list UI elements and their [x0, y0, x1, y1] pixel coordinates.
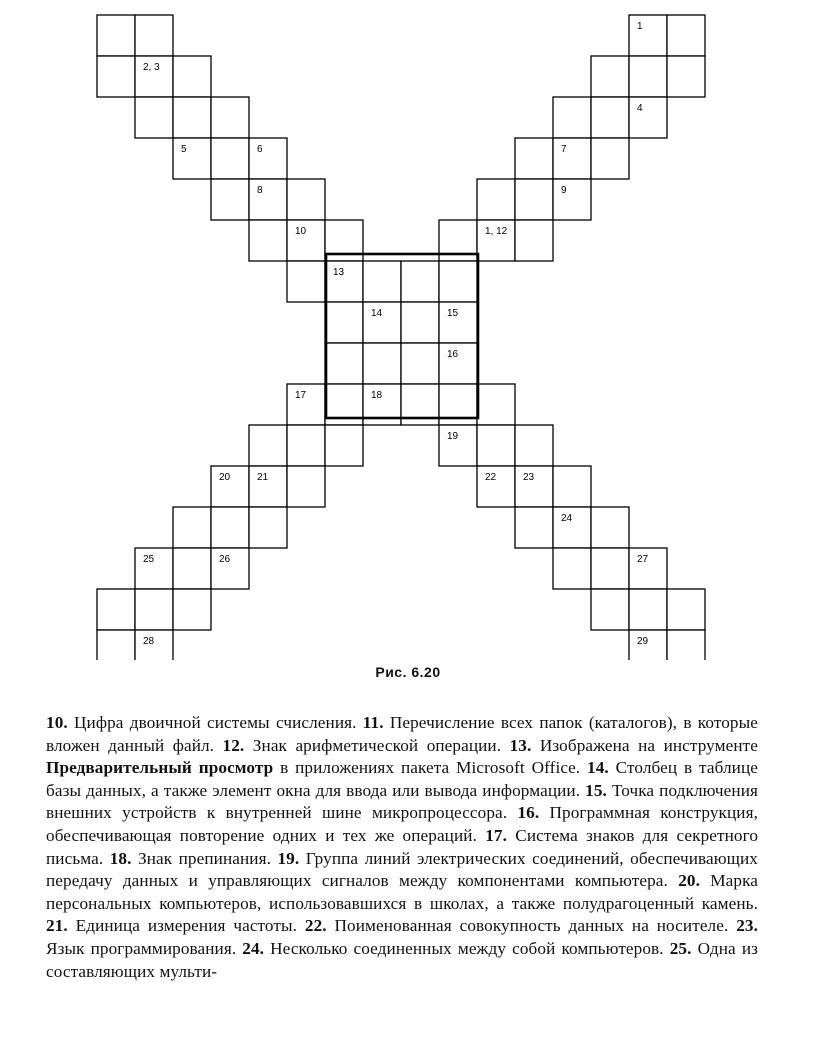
cell-number: 27 [637, 554, 649, 565]
figure-caption: Рис. 6.20 [375, 664, 441, 680]
grid-cell[interactable] [401, 302, 439, 343]
grid-cell[interactable] [363, 261, 401, 302]
cell-number: 13 [333, 267, 345, 278]
clue-text: Цифра двоичной системы счисления. [67, 713, 363, 732]
clue-number: 25. [669, 938, 692, 958]
grid-cell[interactable] [591, 507, 629, 548]
grid-cell[interactable] [401, 261, 439, 302]
cell-number: 26 [219, 554, 231, 565]
cell-number: 28 [143, 636, 155, 647]
cell-number: 19 [447, 431, 459, 442]
grid-cell[interactable] [287, 466, 325, 507]
clue-text-continued: в приложениях пакета Microsoft Office. [273, 758, 588, 778]
grid-cell[interactable] [97, 589, 135, 630]
grid-cell[interactable] [363, 343, 401, 384]
clue-text: Столбец в таблице базы данных, а также элемент окна для ввода или вывода информации. [46, 758, 758, 800]
cell-number: 9 [561, 185, 567, 196]
clue-number: 23. [736, 916, 758, 936]
grid-cell[interactable] [667, 56, 705, 97]
cell-number: 24 [561, 513, 573, 524]
grid-cell[interactable] [173, 589, 211, 630]
clue-text: Единица измерения частоты. [67, 916, 305, 936]
cell-number: 16 [447, 349, 459, 360]
grid-cell[interactable] [173, 97, 211, 138]
clue-text: Изображена на инструменте [531, 735, 758, 755]
grid-cell[interactable] [515, 138, 553, 179]
cell-number: 1, 12 [485, 226, 508, 237]
grid-cell[interactable] [629, 97, 667, 138]
grid-cell[interactable] [477, 179, 515, 220]
cell-number: 4 [637, 103, 643, 114]
grid-cell[interactable] [249, 507, 287, 548]
clue-bold-term: Предварительный просмотр [46, 758, 274, 778]
cell-number: 25 [143, 554, 155, 565]
grid-cell[interactable] [667, 15, 705, 56]
clue-text: Марка персональных компьютеров, использовавшихся в школах, а также полудрагоценный камень. [46, 871, 758, 913]
grid-cell[interactable] [249, 220, 287, 261]
clue-number: 10. [46, 713, 68, 732]
clue-text: Одна из составляющих мульти- [46, 938, 759, 981]
grid-cell[interactable] [211, 179, 249, 220]
clue-number: 19. [277, 848, 300, 868]
grid-cell[interactable] [287, 261, 325, 302]
grid-cell[interactable] [553, 548, 591, 589]
clue-number: 12. [222, 735, 245, 755]
grid-cell[interactable] [173, 548, 211, 589]
cell-number: 21 [257, 472, 269, 483]
grid-cell[interactable] [515, 220, 553, 261]
grid-cell[interactable] [553, 179, 591, 220]
grid-cell[interactable] [515, 507, 553, 548]
grid-cell[interactable] [135, 589, 173, 630]
grid-cell[interactable] [477, 384, 515, 425]
grid-cell[interactable] [325, 343, 363, 384]
clue-text: Точка подключения внешних устройств к внутренней шине микропроцессора. [46, 780, 758, 823]
grid-cell[interactable] [629, 589, 667, 630]
grid-cell[interactable] [515, 179, 553, 220]
cell-number: 20 [219, 472, 231, 483]
grid-cell[interactable] [515, 425, 553, 466]
grid-cell[interactable] [287, 179, 325, 220]
cell-number: 1 [637, 21, 643, 32]
cell-number: 8 [257, 185, 263, 196]
grid-cell[interactable] [97, 630, 135, 660]
clue-number: 15. [585, 780, 607, 800]
clue-text: Несколько соединенных между собой компьютеров. [264, 938, 670, 958]
clue-text: Группа линий электрических соединений, обеспечивающих передачу данных и управляющих сигналов между компонентами компьютера. [46, 848, 758, 891]
cell-number: 22 [485, 472, 497, 483]
clue-text: Программная конструкция, обеспечивающая повторение одних и тех же операций. [46, 803, 758, 845]
grid-cell[interactable] [249, 425, 287, 466]
grid-cell[interactable] [325, 425, 363, 466]
cell-number: 23 [523, 472, 535, 483]
grid-cell[interactable] [591, 548, 629, 589]
grid-cell[interactable] [287, 425, 325, 466]
cell-number: 2, 3 [143, 62, 160, 73]
clue-number: 11. [362, 713, 384, 732]
grid-cell[interactable] [591, 56, 629, 97]
clue-text: Знак препинания. [131, 848, 278, 868]
clues-text [46, 712, 758, 983]
grid-cell[interactable] [553, 466, 591, 507]
grid-cell[interactable] [591, 138, 629, 179]
clue-number: 13. [509, 735, 532, 755]
clue-text: Перечисление всех папок (каталогов), в которые вложен данный файл. [46, 713, 758, 755]
grid-cell[interactable] [553, 97, 591, 138]
grid-cell[interactable] [135, 97, 173, 138]
cell-number: 15 [447, 308, 459, 319]
grid-cell[interactable] [325, 302, 363, 343]
cell-number: 18 [371, 390, 383, 401]
grid-cell[interactable] [211, 507, 249, 548]
cell-number: 14 [371, 308, 383, 319]
cell-number: 7 [561, 144, 567, 155]
cell-number: 5 [181, 144, 187, 155]
grid-cell[interactable] [667, 630, 705, 660]
clue-number: 22. [304, 916, 327, 936]
grid-cell[interactable] [477, 425, 515, 466]
clue-number: 16. [517, 803, 540, 823]
grid-cell[interactable] [173, 507, 211, 548]
grid-cell[interactable] [249, 138, 287, 179]
grid-cell[interactable] [97, 15, 135, 56]
cell-number: 17 [295, 390, 307, 401]
clue-number: 21. [46, 916, 68, 936]
clue-number: 14. [587, 758, 609, 778]
grid-cell[interactable] [629, 56, 667, 97]
grid-cell[interactable] [553, 138, 591, 179]
grid-cell[interactable] [591, 589, 629, 630]
grid-cell[interactable] [135, 15, 173, 56]
grid-cell[interactable] [173, 138, 211, 179]
grid-cell[interactable] [211, 97, 249, 138]
grid-cell[interactable] [173, 56, 211, 97]
clue-number: 17. [485, 825, 508, 845]
clue-text: Знак арифметической операции. [244, 735, 510, 755]
clue-number: 24. [242, 938, 265, 958]
grid-cell[interactable] [439, 261, 477, 302]
clue-number: 18. [109, 848, 132, 868]
grid-cell[interactable] [591, 97, 629, 138]
cell-number: 29 [637, 636, 649, 647]
clue-text: Язык программирования. [46, 938, 243, 958]
grid-cell[interactable] [97, 56, 135, 97]
clue-number: 20. [678, 871, 700, 891]
clue-text: Система знаков для секретного письма. [46, 825, 759, 868]
grid-cell[interactable] [249, 179, 287, 220]
cell-number: 6 [257, 144, 263, 155]
grid-cell[interactable] [629, 15, 667, 56]
cell-number: 10 [295, 226, 307, 237]
grid-cell[interactable] [667, 589, 705, 630]
grid-cell[interactable] [401, 343, 439, 384]
clue-text: Поименованная совокупность данных на носителе. [326, 916, 737, 936]
grid-cell[interactable] [211, 138, 249, 179]
